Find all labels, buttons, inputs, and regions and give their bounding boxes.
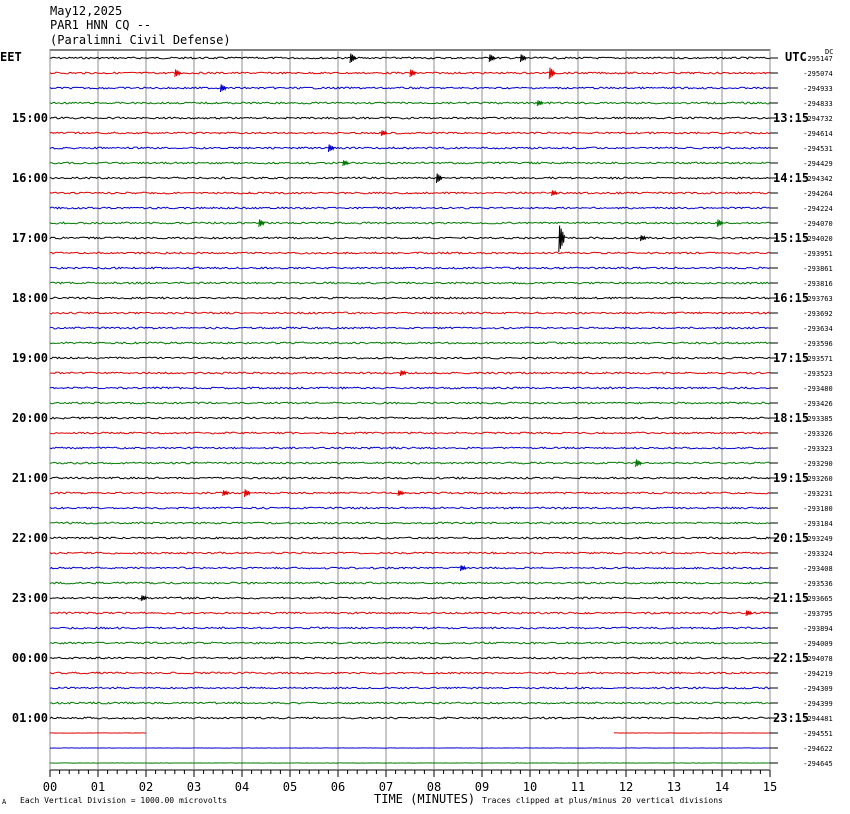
seismic-event	[328, 144, 334, 152]
left-hour-label: 18:00	[11, 291, 48, 305]
station-location: (Paralimni Civil Defense)	[50, 33, 231, 47]
dc-offset-label: -293231	[803, 490, 833, 498]
seismic-event	[223, 490, 229, 496]
seismic-trace	[50, 552, 770, 554]
dc-offset-label: -293665	[803, 595, 833, 603]
x-tick-label: 04	[234, 780, 250, 794]
seismic-trace	[50, 672, 770, 674]
dc-offset-label: -293894	[803, 625, 833, 633]
dc-offset-label: -293249	[803, 535, 833, 543]
x-tick-label: 14	[714, 780, 730, 794]
dc-offset-label: -293523	[803, 370, 833, 378]
right-hour-label: 19:15	[773, 471, 810, 485]
left-hour-label: 15:00	[11, 111, 48, 125]
left-hour-label: 19:00	[11, 351, 48, 365]
dc-offset-label: -294622	[803, 745, 833, 753]
dc-offset-label: -293184	[803, 520, 833, 528]
seismic-trace	[50, 387, 770, 389]
x-tick-label: 10	[522, 780, 538, 794]
left-hour-label: 21:00	[11, 471, 48, 485]
seismic-trace	[50, 462, 770, 464]
x-tick-label: 09	[474, 780, 490, 794]
seismic-trace	[50, 177, 770, 179]
seismic-trace	[50, 597, 770, 599]
seismic-trace	[50, 267, 770, 269]
seismic-trace	[50, 147, 770, 149]
right-hour-label: 16:15	[773, 291, 810, 305]
dc-offset-label: -294070	[803, 220, 833, 228]
seismic-trace	[50, 687, 770, 689]
seismic-trace	[50, 57, 770, 59]
seismic-trace	[50, 87, 770, 89]
left-hour-label: 17:00	[11, 231, 48, 245]
seismic-trace	[50, 342, 770, 344]
dc-offset-label: -294224	[803, 205, 833, 213]
dc-offset-label: -293795	[803, 610, 833, 618]
seismic-trace	[50, 297, 770, 299]
seismic-trace	[50, 702, 770, 704]
x-tick-label: 15	[762, 780, 778, 794]
dc-offset-label: -294078	[803, 655, 833, 663]
dc-offset-label: -293426	[803, 400, 833, 408]
left-hour-label: 23:00	[11, 591, 48, 605]
seismic-event	[400, 370, 406, 376]
seismic-event	[410, 69, 416, 77]
dc-offset-label: -294481	[803, 715, 833, 723]
seismic-event	[559, 226, 565, 252]
vertical-division-note: Each Vertical Division = 1000.00 microvolts	[20, 796, 228, 805]
dc-offset-label: -294551	[803, 730, 833, 738]
dc-offset-label: -293861	[803, 265, 833, 273]
dc-offset-label: -293180	[803, 505, 833, 513]
dc-offset-label: -293763	[803, 295, 833, 303]
seismic-trace	[50, 357, 770, 359]
dc-offset-label: -293480	[803, 385, 833, 393]
dc-offset-label: -295147	[803, 55, 833, 63]
plot-frame	[50, 50, 770, 770]
corner-mark: A	[2, 798, 7, 806]
dc-offset-label: -294020	[803, 235, 833, 243]
seismic-trace	[50, 162, 770, 164]
right-hour-label: 17:15	[773, 351, 810, 365]
seismic-event	[746, 610, 752, 616]
seismic-event	[343, 160, 349, 166]
x-axis-title: TIME (MINUTES)	[374, 792, 476, 806]
seismic-event	[537, 100, 543, 106]
seismic-event	[460, 565, 466, 571]
seismic-trace	[50, 327, 770, 329]
seismic-trace	[50, 432, 770, 434]
plot-date: May12,2025	[50, 4, 123, 18]
dc-offset-label: -293692	[803, 310, 833, 318]
x-tick-label: 01	[90, 780, 106, 794]
seismic-trace	[50, 447, 770, 449]
dc-offset-label: -294264	[803, 190, 833, 198]
x-tick-label: 07	[378, 780, 394, 794]
right-hour-label: 18:15	[773, 411, 810, 425]
dc-offset-label: -293634	[803, 325, 833, 333]
station-code: PAR1 HNN CQ --	[50, 18, 152, 32]
left-hour-label: 00:00	[11, 651, 48, 665]
dc-offset-label: -294399	[803, 700, 833, 708]
seismic-event	[552, 190, 558, 196]
seismic-trace	[50, 222, 770, 224]
left-timezone-label: EET	[0, 50, 22, 64]
seismic-trace	[50, 612, 770, 614]
seismic-trace	[50, 537, 770, 539]
seismic-event	[259, 219, 265, 227]
seismic-trace	[50, 567, 770, 569]
dc-offset-label: -294219	[803, 670, 833, 678]
x-tick-label: 00	[42, 780, 58, 794]
dc-offset-label: -294645	[803, 760, 833, 768]
seismic-event	[175, 69, 181, 77]
clipping-note: Traces clipped at plus/minus 20 vertical divisions	[482, 796, 723, 805]
right-timezone-label: UTC	[785, 50, 807, 64]
seismic-trace	[50, 627, 770, 629]
x-tick-label: 06	[330, 780, 346, 794]
seismic-trace	[50, 192, 770, 194]
left-hour-label: 16:00	[11, 171, 48, 185]
seismic-trace	[50, 417, 770, 419]
dc-offset-label: -293596	[803, 340, 833, 348]
seismic-trace	[50, 132, 770, 134]
right-hour-label: 23:15	[773, 711, 810, 725]
dc-offset-label: -295074	[803, 70, 833, 78]
seismic-event	[398, 490, 404, 496]
right-hour-label: 14:15	[773, 171, 810, 185]
seismic-event	[220, 84, 226, 92]
seismic-trace	[50, 657, 770, 659]
dc-offset-label: -293408	[803, 565, 833, 573]
dc-offset-label: -293323	[803, 445, 833, 453]
x-tick-label: 03	[186, 780, 202, 794]
seismic-trace	[50, 642, 770, 644]
dc-offset-label: -293385	[803, 415, 833, 423]
dc-offset-label: -293324	[803, 550, 833, 558]
right-hour-label: 22:15	[773, 651, 810, 665]
dc-offset-label: -294833	[803, 100, 833, 108]
seismic-trace	[50, 252, 770, 254]
dc-offset-label: -293951	[803, 250, 833, 258]
right-hour-label: 15:15	[773, 231, 810, 245]
dc-offset-label: -294342	[803, 175, 833, 183]
seismic-trace	[50, 282, 770, 284]
dc-offset-label: -294732	[803, 115, 833, 123]
seismic-event	[436, 174, 442, 183]
dc-offset-label: -294429	[803, 160, 833, 168]
seismic-event	[640, 235, 646, 241]
x-tick-label: 13	[666, 780, 682, 794]
left-hour-label: 22:00	[11, 531, 48, 545]
x-tick-label: 05	[282, 780, 298, 794]
dc-offset-label: -293290	[803, 460, 833, 468]
dc-offset-label: -293816	[803, 280, 833, 288]
x-tick-label: 12	[618, 780, 634, 794]
seismic-trace	[50, 717, 770, 719]
left-hour-label: 20:00	[11, 411, 48, 425]
dc-offset-label: -294933	[803, 85, 833, 93]
seismic-trace	[50, 117, 770, 119]
seismic-event	[549, 68, 555, 79]
dc-offset-label: -293260	[803, 475, 833, 483]
seismic-trace	[50, 402, 770, 404]
x-tick-label: 08	[426, 780, 442, 794]
dc-offset-label: -294009	[803, 640, 833, 648]
dc-offset-label: -294309	[803, 685, 833, 693]
seismic-trace	[50, 372, 770, 374]
seismic-trace	[50, 102, 770, 104]
seismic-trace	[50, 207, 770, 209]
dc-offset-label: -294531	[803, 145, 833, 153]
seismic-trace	[50, 312, 770, 314]
seismic-event	[520, 54, 526, 62]
right-hour-label: 20:15	[773, 531, 810, 545]
x-tick-label: 11	[570, 780, 586, 794]
dc-offset-label: -293326	[803, 430, 833, 438]
seismic-event	[244, 489, 250, 497]
dc-offset-label: -293536	[803, 580, 833, 588]
seismic-trace	[50, 522, 770, 524]
seismic-event	[350, 54, 356, 63]
right-hour-label: 13:15	[773, 111, 810, 125]
right-hour-label: 21:15	[773, 591, 810, 605]
seismic-trace	[50, 237, 770, 239]
left-hour-label: 01:00	[11, 711, 48, 725]
seismic-event	[636, 459, 642, 467]
dc-offset-label: -293571	[803, 355, 833, 363]
seismic-trace	[50, 477, 770, 479]
seismic-trace	[50, 492, 770, 494]
dc-offset-label: -294614	[803, 130, 833, 138]
seismic-trace	[50, 582, 770, 584]
seismic-event	[489, 54, 495, 62]
dc-label: DC	[825, 48, 834, 56]
seismic-trace	[50, 507, 770, 509]
x-tick-label: 02	[138, 780, 154, 794]
